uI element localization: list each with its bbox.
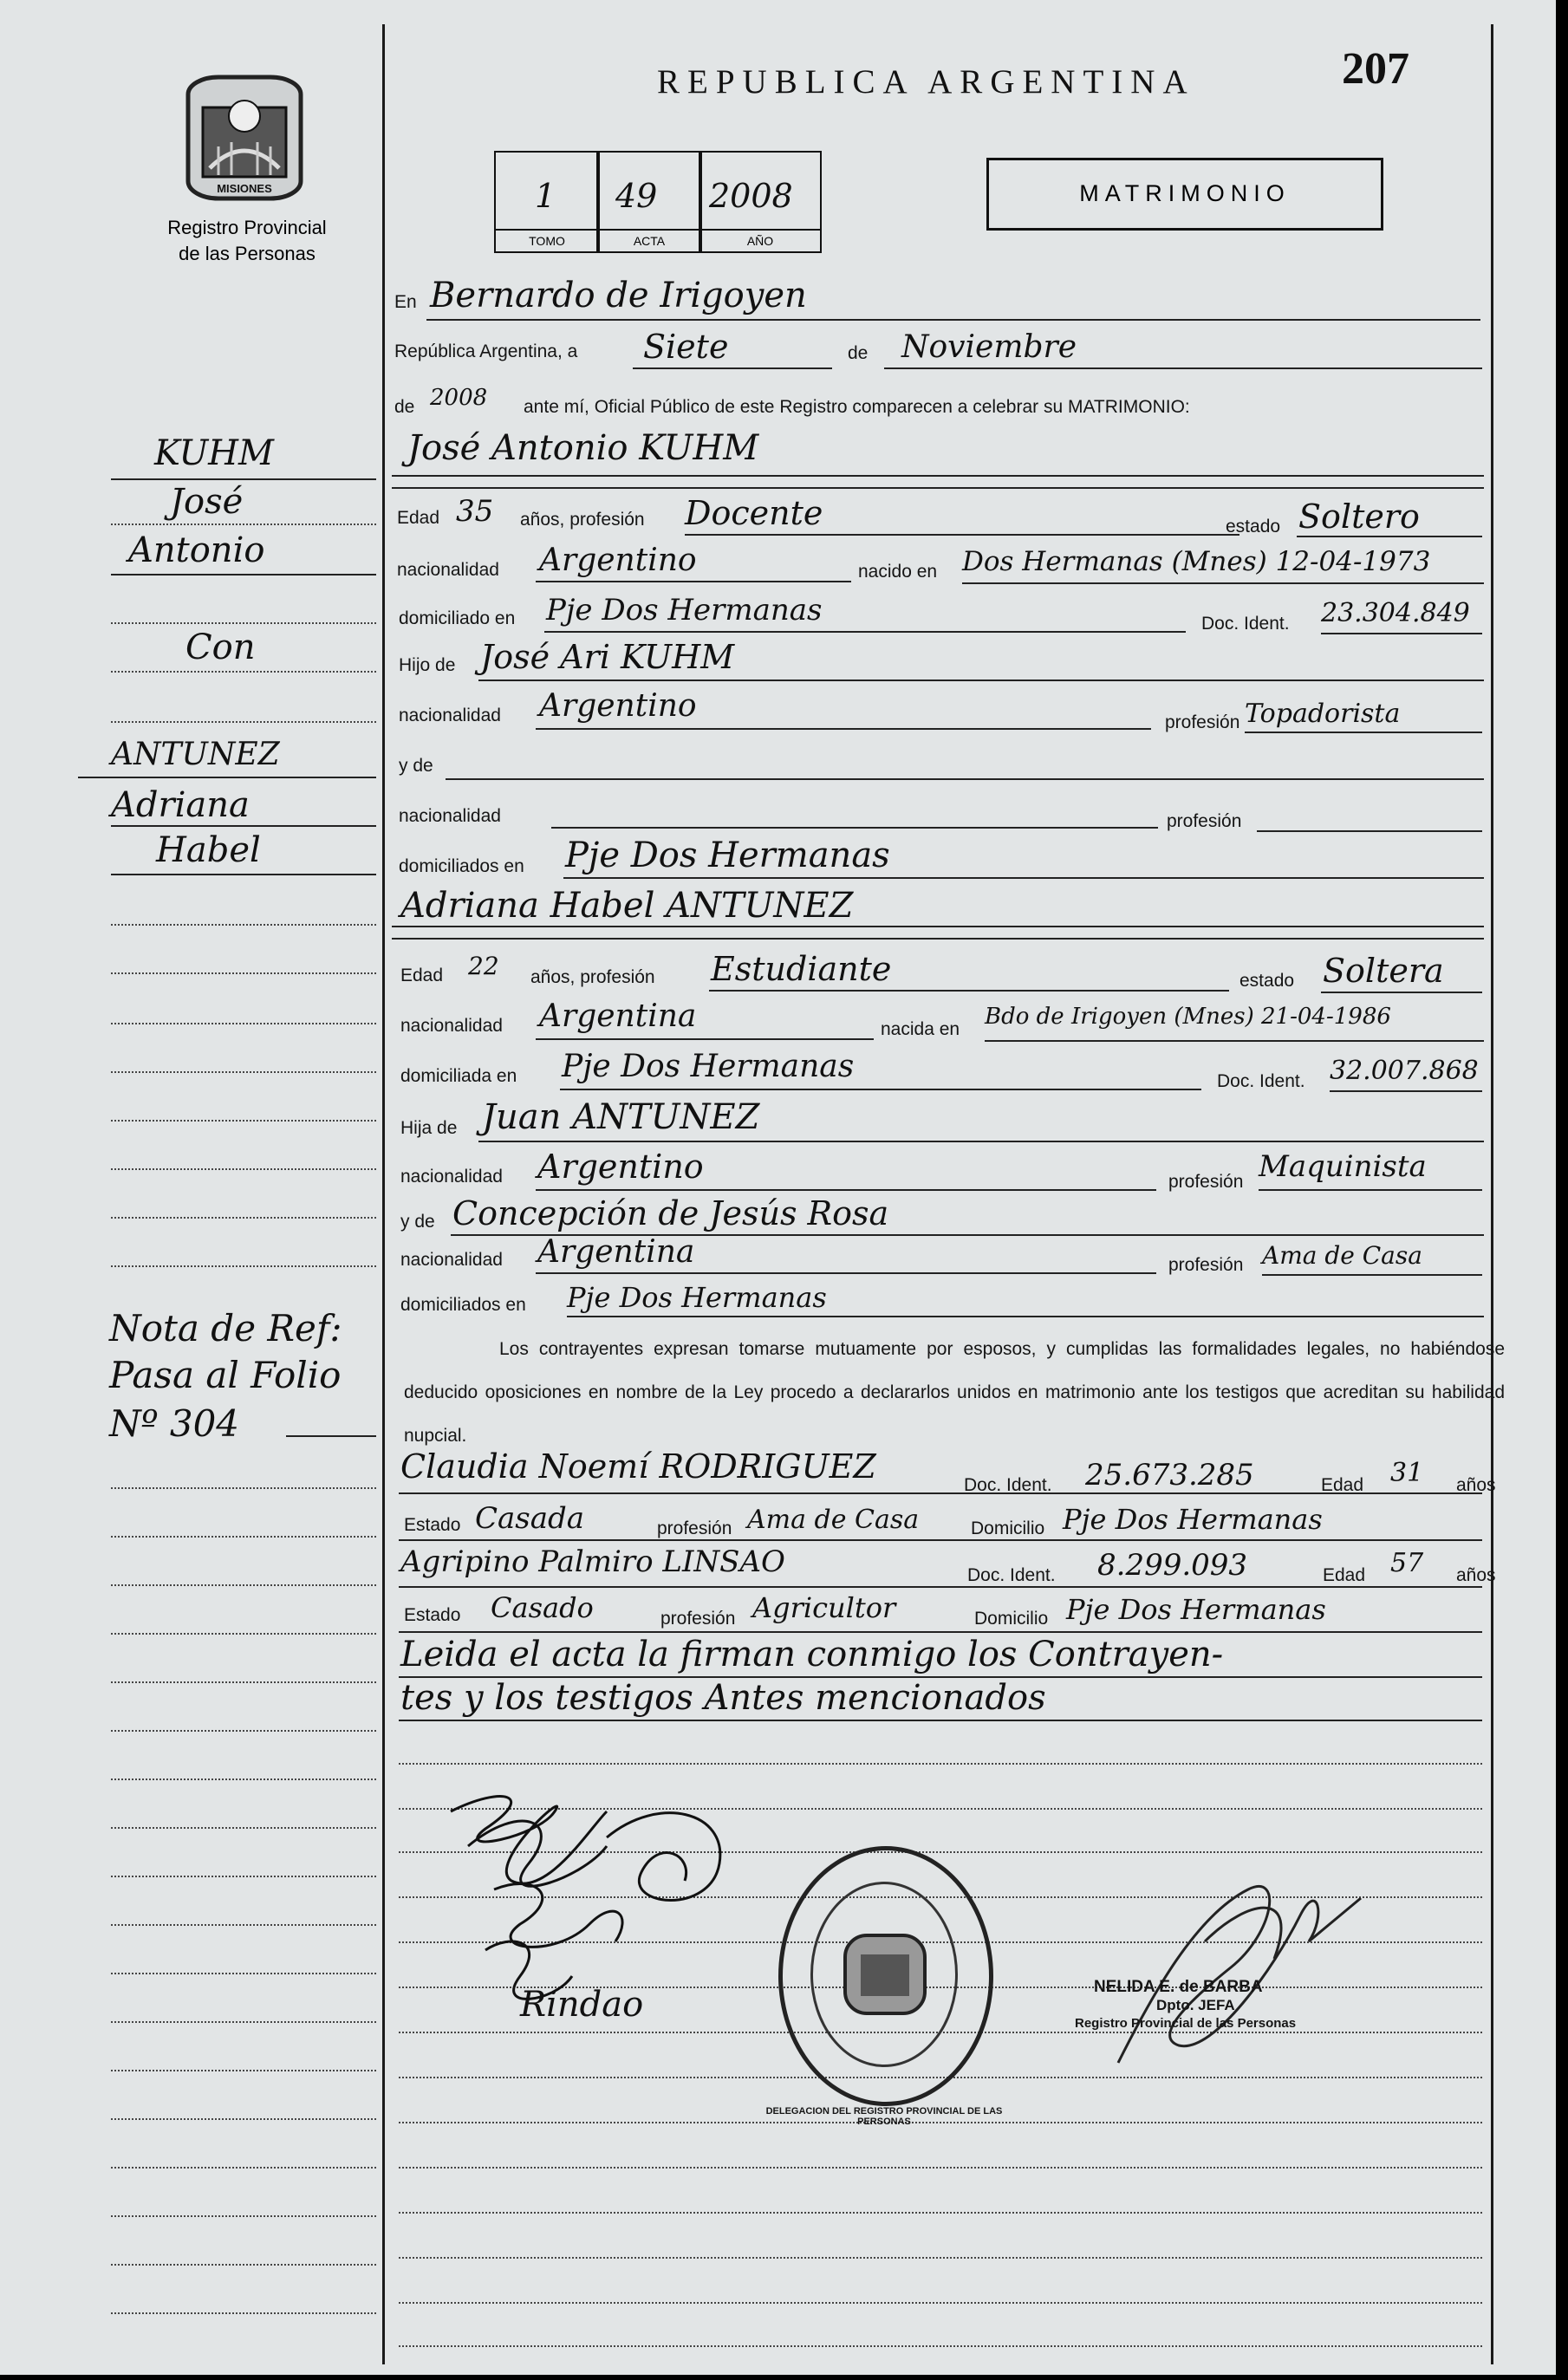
groom-mother-prof-line <box>1257 830 1482 832</box>
bride-doc: 32.007.868 <box>1330 1056 1479 1086</box>
groom-profesion-label: años, profesión <box>520 510 645 530</box>
record-type-box: MATRIMONIO <box>986 158 1383 231</box>
ceremony-day: Siete <box>643 328 729 366</box>
sidebar-rule <box>111 1265 376 1267</box>
right-margin-rule <box>1491 24 1493 2364</box>
sidebar-rule <box>111 1584 376 1586</box>
bride-father-line <box>478 1141 1484 1142</box>
sidebar-rule <box>111 2312 376 2314</box>
witness2-anos-label: años <box>1456 1565 1496 1585</box>
bride-father-nat: Argentino <box>537 1148 704 1186</box>
acta-label: ACTA <box>598 229 700 248</box>
groom-nac-label: nacionalidad <box>397 560 499 580</box>
sidebar-line-middlename: Antonio <box>128 530 265 570</box>
bride-hija-label: Hija de <box>400 1118 458 1138</box>
sidebar-rule <box>111 1120 376 1122</box>
sidebar-rule <box>111 1536 376 1538</box>
witness2-doc: 8.299.093 <box>1097 1548 1248 1583</box>
sidebar-rule <box>111 1633 376 1635</box>
sidebar-rule <box>111 574 376 575</box>
bride-estado: Soltera <box>1323 952 1444 990</box>
sidebar-rule <box>111 2118 376 2120</box>
bride-birthplace: Bdo de Irigoyen (Mnes) 21-04-1986 <box>985 1004 1391 1030</box>
sidebar-note-line1: Nota de Ref: <box>109 1307 342 1349</box>
sidebar-note-line2: Pasa al Folio <box>109 1354 342 1396</box>
sidebar-rule <box>111 1778 376 1780</box>
sidebar-rule <box>111 478 376 480</box>
groom-father-nac-label: nacionalidad <box>399 706 501 725</box>
ano-label: AÑO <box>700 229 820 248</box>
witness1-domicile: Pje Dos Hermanas <box>1063 1503 1323 1536</box>
groom-profession-line <box>685 534 1239 536</box>
bride-age: 22 <box>468 952 499 980</box>
groom-name-line2 <box>392 487 1484 489</box>
seal-text: DELEGACION DEL REGISTRO PROVINCIAL DE LAS PERSONAS <box>765 2106 1003 2127</box>
bride-profession: Estudiante <box>711 950 892 988</box>
blank-line <box>399 2345 1482 2347</box>
bride-name: Adriana Habel ANTUNEZ <box>400 886 854 926</box>
bride-father-nat-line <box>536 1189 1156 1191</box>
sidebar-rule <box>111 1023 376 1024</box>
ano-box <box>699 151 822 253</box>
bride-mother-prof-line <box>1262 1274 1482 1276</box>
official-name: NELIDA E. de BARBA <box>1094 1978 1263 1996</box>
witness1-estado-label: Estado <box>404 1515 461 1535</box>
sidebar-rule <box>78 777 376 778</box>
bride-father-prof-label: profesión <box>1168 1172 1244 1192</box>
acta-value: 49 <box>615 177 658 215</box>
groom-father-prof: Topadorista <box>1245 699 1401 729</box>
groom-parents-dom-label: domiciliados en <box>399 856 524 876</box>
acta-box <box>596 151 702 253</box>
groom-name-line <box>392 475 1484 477</box>
witness2-doc-label: Doc. Ident. <box>967 1565 1056 1585</box>
groom-mother-nat-line <box>551 827 1158 829</box>
groom-profession: Docente <box>685 494 823 532</box>
blank-line <box>399 2212 1482 2214</box>
svg-text:MISIONES: MISIONES <box>217 182 272 195</box>
witness1-domicilio-label: Domicilio <box>971 1518 1045 1538</box>
sidebar-note-line3: Nº 304 <box>109 1402 240 1445</box>
blank-line <box>399 1763 1482 1765</box>
tomo-box <box>494 151 600 253</box>
bride-profession-line <box>709 990 1229 992</box>
bride-nationality: Argentina <box>539 998 697 1034</box>
en-label: En <box>394 292 417 312</box>
bride-nacida-label: nacida en <box>881 1019 960 1039</box>
closing-line1: Leida el acta la firman conmigo los Contrayen- <box>400 1635 1224 1674</box>
bride-estado-line <box>1321 992 1482 993</box>
misiones-emblem-icon <box>184 73 305 203</box>
sidebar-rule <box>111 1924 376 1926</box>
groom-dom-label: domiciliado en <box>399 608 516 628</box>
bride-nac-label: nacionalidad <box>400 1016 503 1036</box>
bride-mother-nac-label: nacionalidad <box>400 1250 503 1270</box>
sidebar-rule <box>111 825 376 827</box>
blank-line <box>399 2302 1482 2304</box>
witness2-profesion-label: profesión <box>660 1609 736 1629</box>
registry-seal <box>778 1846 993 2106</box>
groom-edad-label: Edad <box>397 508 440 528</box>
de-year-label: de <box>394 397 415 417</box>
groom-hijo-label: Hijo de <box>399 655 456 675</box>
bride-father: Juan ANTUNEZ <box>482 1097 760 1137</box>
bride-edad-label: Edad <box>400 966 444 985</box>
bride-doc-line <box>1330 1090 1482 1092</box>
country-title: REPUBLICA ARGENTINA <box>657 63 1195 101</box>
groom-father-line <box>478 680 1484 681</box>
sidebar-rule <box>111 1168 376 1170</box>
tomo-value: 1 <box>535 177 556 215</box>
ano-value: 2008 <box>709 177 793 215</box>
witness1-doc-label: Doc. Ident. <box>964 1475 1052 1495</box>
bride-domicile-line <box>560 1089 1201 1090</box>
ceremony-place: Bernardo de Irigoyen <box>430 276 807 315</box>
bride-name-line <box>392 926 1484 927</box>
witness1-doc: 25.673.285 <box>1085 1458 1254 1492</box>
sidebar-rule <box>111 671 376 673</box>
place-line <box>426 319 1480 321</box>
bride-estado-label: estado <box>1239 971 1295 991</box>
tomo-label: TOMO <box>496 229 598 248</box>
witness2-estado-label: Estado <box>404 1605 461 1625</box>
bride-parents-dom-label: domiciliados en <box>400 1295 526 1315</box>
registry-name-line2: de las Personas <box>179 243 316 264</box>
bride-parents-dom: Pje Dos Hermanas <box>567 1281 827 1314</box>
groom-nationality-line <box>536 581 851 582</box>
bride-doc-label: Doc. Ident. <box>1217 1071 1305 1091</box>
sidebar-rule <box>111 1681 376 1683</box>
groom-father: José Ari KUHM <box>480 638 735 676</box>
witness-signature-rindao: Rindao <box>520 1985 644 2025</box>
bride-nationality-line <box>536 1038 874 1040</box>
ceremony-month: Noviembre <box>901 329 1077 365</box>
sidebar-rule <box>111 1217 376 1219</box>
sidebar-line-con: Con <box>185 628 256 667</box>
de-month-label: de <box>848 343 869 363</box>
witness2-line2 <box>399 1631 1482 1633</box>
groom-mother-prof-label: profesión <box>1167 811 1242 831</box>
groom-parents-dom: Pje Dos Hermanas <box>565 836 890 875</box>
witness2-domicilio-label: Domicilio <box>974 1609 1049 1629</box>
sidebar-rule <box>111 523 376 525</box>
groom-birthplace: Dos Hermanas (Mnes) 12-04-1973 <box>962 546 1431 577</box>
closing-line2: tes y los testigos Antes mencionados <box>400 1678 1046 1718</box>
sidebar-rule <box>111 2264 376 2266</box>
sidebar-rule <box>111 924 376 926</box>
witness2-name: Agripino Palmiro LINSAO <box>400 1544 785 1579</box>
groom-doc-label: Doc. Ident. <box>1201 614 1290 634</box>
witness1-name: Claudia Noemí RODRIGUEZ <box>400 1447 876 1486</box>
witness2-line <box>399 1586 1482 1588</box>
groom-doc-line <box>1321 633 1482 634</box>
groom-name: José Antonio KUHM <box>407 428 759 468</box>
bride-mother-prof: Ama de Casa <box>1262 1241 1422 1270</box>
sidebar-line-surname: KUHM <box>154 433 275 473</box>
witness2-domicile: Pje Dos Hermanas <box>1066 1593 1326 1626</box>
witness1-line <box>399 1492 1482 1494</box>
official-title: Dpto. JEFA <box>1156 1997 1235 2013</box>
witness1-profession: Ama de Casa <box>747 1505 920 1535</box>
seal-emblem-icon <box>836 1927 934 2022</box>
compar-text: ante mí, Oficial Público de este Registro comparecen a celebrar su MATRIMONIO: <box>524 397 1190 417</box>
groom-nacido-label: nacido en <box>858 562 938 582</box>
closing-rule2 <box>399 1720 1482 1721</box>
official-signature <box>1101 1863 1378 2071</box>
groom-parents-dom-line <box>563 877 1484 879</box>
witness1-estado: Casada <box>475 1501 585 1536</box>
blank-line <box>399 2257 1482 2259</box>
sidebar-line-bride-middlename: Habel <box>156 830 261 870</box>
witness1-anos-label: años <box>1456 1475 1496 1495</box>
blank-line <box>399 2167 1482 2169</box>
declaration-text: Los contrayentes expresan tomarse mutuamente por esposos, y cumplidas las formalidades legales, no habiéndose deducido oposiciones en nombre de la Ley procedo a declararlos unidos en matrimonio ante los testigos que acreditan su habilidad nupcial. <box>404 1339 1505 1446</box>
sidebar-rule <box>111 2070 376 2071</box>
page-number: 207 <box>1342 44 1409 94</box>
bride-mother: Concepción de Jesús Rosa <box>452 1194 889 1232</box>
groom-yde-label: y de <box>399 756 433 776</box>
bride-mother-nat: Argentina <box>537 1234 695 1270</box>
registry-name-line1: Registro Provincial <box>167 217 327 238</box>
groom-estado: Soltero <box>1298 497 1420 536</box>
groom-estado-line <box>1297 536 1482 537</box>
bride-father-prof: Maquinista <box>1259 1149 1427 1184</box>
sidebar-line-firstname: José <box>170 482 244 522</box>
sidebar-line-bride-surname: ANTUNEZ <box>111 737 280 772</box>
bride-parents-dom-line <box>567 1316 1484 1317</box>
bride-father-prof-line <box>1259 1189 1482 1191</box>
ceremony-year: 2008 <box>430 385 488 411</box>
groom-father-prof-label: profesión <box>1165 712 1240 732</box>
bride-name-line2 <box>392 938 1484 940</box>
witness2-age: 57 <box>1390 1548 1424 1578</box>
sidebar-rule <box>111 1487 376 1489</box>
groom-estado-label: estado <box>1226 517 1281 536</box>
groom-father-prof-line <box>1245 732 1482 733</box>
witness2-estado: Casado <box>491 1591 594 1624</box>
groom-domicile-line <box>544 631 1186 633</box>
month-line <box>884 367 1482 369</box>
sidebar-rule <box>111 2021 376 2023</box>
sidebar-rule <box>111 972 376 974</box>
sidebar-rule <box>111 2215 376 2217</box>
witness1-edad-label: Edad <box>1321 1475 1364 1495</box>
groom-father-nat-line <box>536 728 1151 730</box>
left-column-rule <box>382 24 385 2364</box>
groom-age: 35 <box>456 494 494 529</box>
bride-mother-prof-label: profesión <box>1168 1255 1244 1275</box>
bride-father-nac-label: nacionalidad <box>400 1167 503 1187</box>
sidebar-rule <box>111 1827 376 1829</box>
sidebar-rule <box>111 622 376 624</box>
groom-mother-nac-label: nacionalidad <box>399 806 501 826</box>
bride-mother-nat-line <box>536 1272 1156 1274</box>
bride-dom-label: domiciliada en <box>400 1066 517 1086</box>
groom-mother-line <box>446 778 1484 780</box>
sidebar-rule <box>111 1973 376 1974</box>
bride-profesion-label: años, profesión <box>530 967 655 987</box>
registry-name <box>130 215 364 267</box>
bride-yde-label: y de <box>400 1212 435 1232</box>
sidebar-rule <box>111 1876 376 1877</box>
sidebar-rule <box>111 2167 376 2169</box>
sidebar-rule <box>111 874 376 875</box>
groom-birthplace-line <box>962 582 1484 584</box>
groom-nationality: Argentino <box>539 543 697 578</box>
sidebar-rule <box>111 1071 376 1073</box>
groom-domicile: Pje Dos Hermanas <box>546 593 823 628</box>
sidebar-rule <box>286 1435 376 1437</box>
groom-father-nat: Argentino <box>539 688 697 724</box>
witness1-profesion-label: profesión <box>657 1518 732 1538</box>
sidebar-line-bride-firstname: Adriana <box>111 785 250 825</box>
official-office: Registro Provincial de las Personas <box>1075 2016 1297 2031</box>
sidebar-rule <box>111 721 376 723</box>
sidebar-rule <box>111 1730 376 1732</box>
bride-birthplace-line <box>985 1040 1484 1042</box>
groom-doc: 23.304.849 <box>1321 598 1470 628</box>
witness2-profession: Agricultor <box>752 1591 896 1624</box>
republica-label: República Argentina, a <box>394 341 578 361</box>
bride-domicile: Pje Dos Hermanas <box>562 1049 855 1084</box>
witness2-edad-label: Edad <box>1323 1565 1366 1585</box>
witness1-age: 31 <box>1390 1458 1424 1488</box>
witness1-line2 <box>399 1539 1482 1541</box>
day-line <box>633 367 832 369</box>
